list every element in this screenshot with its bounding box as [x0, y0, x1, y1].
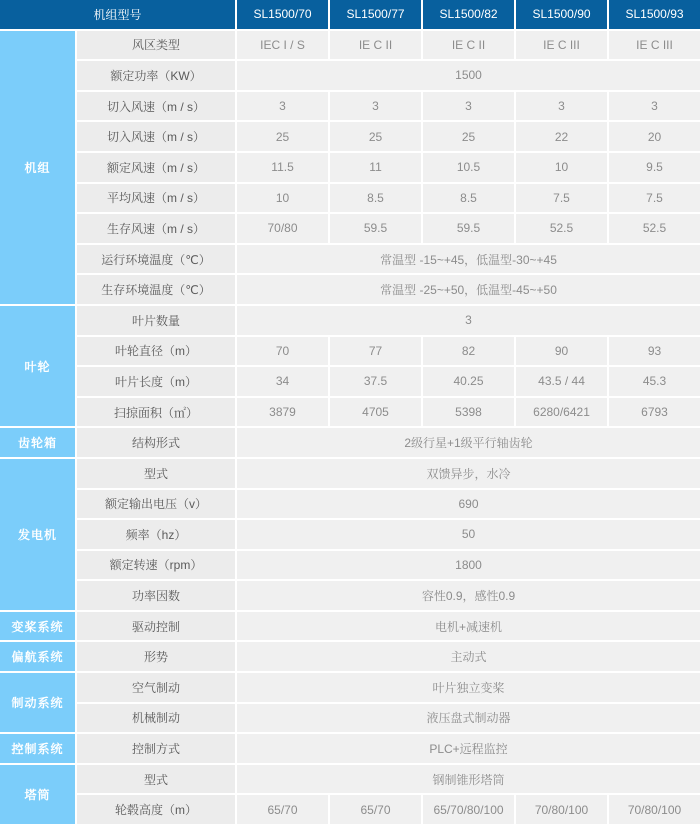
value-cell: 65/70/80/100 [423, 795, 514, 824]
table-row [0, 459, 700, 488]
row-label: 频率（hz） [77, 520, 235, 549]
merged-value-cell: 常温型 -25~+50，低温型-45~+50 [237, 275, 700, 304]
row-label: 额定转速（rpm） [77, 551, 235, 580]
table-row [0, 153, 700, 182]
row-label: 生存环境温度（℃） [77, 275, 235, 304]
merged-value-cell: 容性0.9，感性0.9 [237, 581, 700, 610]
merged-value-cell: PLC+远程监控 [237, 734, 700, 763]
model-column-header: SL1500/93 [609, 0, 700, 29]
row-label: 轮毂高度（m） [77, 795, 235, 824]
value-cell: 5398 [423, 398, 514, 427]
section-label: 发电机 [0, 459, 75, 610]
value-cell: 40.25 [423, 367, 514, 396]
merged-value-cell: 1500 [237, 61, 700, 90]
value-cell: 8.5 [330, 184, 421, 213]
table-row [0, 734, 700, 763]
value-cell: 82 [423, 337, 514, 366]
value-cell: 20 [609, 122, 700, 151]
value-cell: IEC I / S [237, 31, 328, 60]
table-row [0, 490, 700, 519]
value-cell: 25 [237, 122, 328, 151]
table-row [0, 765, 700, 794]
value-cell: 3 [423, 92, 514, 121]
value-cell: 9.5 [609, 153, 700, 182]
value-cell: 25 [423, 122, 514, 151]
merged-value-cell: 50 [237, 520, 700, 549]
row-label: 切入风速（m / s） [77, 122, 235, 151]
table-header-row [0, 0, 700, 29]
row-label: 额定输出电压（v） [77, 490, 235, 519]
row-label: 叶片长度（m） [77, 367, 235, 396]
row-label: 切入风速（m / s） [77, 92, 235, 121]
merged-value-cell: 3 [237, 306, 700, 335]
merged-value-cell: 双馈异步，水冷 [237, 459, 700, 488]
table-row [0, 581, 700, 610]
row-label: 形势 [77, 642, 235, 671]
value-cell: 45.3 [609, 367, 700, 396]
row-label: 机械制动 [77, 704, 235, 733]
value-cell: 93 [609, 337, 700, 366]
merged-value-cell: 1800 [237, 551, 700, 580]
table-row [0, 704, 700, 733]
value-cell: 25 [330, 122, 421, 151]
model-row-title: 机组型号 [0, 0, 235, 29]
row-label: 控制方式 [77, 734, 235, 763]
value-cell: 37.5 [330, 367, 421, 396]
table-row [0, 673, 700, 702]
value-cell: 22 [516, 122, 607, 151]
table-row [0, 214, 700, 243]
value-cell: 70/80/100 [609, 795, 700, 824]
value-cell: IE C III [609, 31, 700, 60]
merged-value-cell: 常温型 -15~+45，低温型-30~+45 [237, 245, 700, 274]
value-cell: 7.5 [516, 184, 607, 213]
table-row [0, 337, 700, 366]
row-label: 空气制动 [77, 673, 235, 702]
value-cell: 8.5 [423, 184, 514, 213]
value-cell: IE C III [516, 31, 607, 60]
row-label: 驱动控制 [77, 612, 235, 641]
value-cell: IE C II [330, 31, 421, 60]
table-row [0, 795, 700, 824]
section-label: 机组 [0, 31, 75, 304]
table-row [0, 642, 700, 671]
model-column-header: SL1500/82 [423, 0, 514, 29]
section-label: 控制系统 [0, 734, 75, 763]
table-row [0, 92, 700, 121]
value-cell: 11.5 [237, 153, 328, 182]
section-label: 偏航系统 [0, 642, 75, 671]
value-cell: 65/70 [330, 795, 421, 824]
value-cell: 3 [609, 92, 700, 121]
row-label: 扫掠面积（㎡） [77, 398, 235, 427]
value-cell: 3 [237, 92, 328, 121]
model-column-header: SL1500/70 [237, 0, 328, 29]
merged-value-cell: 2级行星+1级平行轴齿轮 [237, 428, 700, 457]
merged-value-cell: 叶片独立变桨 [237, 673, 700, 702]
table-row [0, 306, 700, 335]
value-cell: 3 [516, 92, 607, 121]
value-cell: 7.5 [609, 184, 700, 213]
value-cell: 90 [516, 337, 607, 366]
section-label: 叶轮 [0, 306, 75, 426]
value-cell: IE C II [423, 31, 514, 60]
section-label: 制动系统 [0, 673, 75, 732]
value-cell: 4705 [330, 398, 421, 427]
row-label: 运行环境温度（℃） [77, 245, 235, 274]
value-cell: 52.5 [609, 214, 700, 243]
merged-value-cell: 钢制锥形塔筒 [237, 765, 700, 794]
table-row [0, 61, 700, 90]
value-cell: 59.5 [330, 214, 421, 243]
table-row [0, 367, 700, 396]
row-label: 结构形式 [77, 428, 235, 457]
model-column-header: SL1500/90 [516, 0, 607, 29]
table-row [0, 551, 700, 580]
value-cell: 10.5 [423, 153, 514, 182]
section-label: 齿轮箱 [0, 428, 75, 457]
merged-value-cell: 主动式 [237, 642, 700, 671]
table-row [0, 428, 700, 457]
value-cell: 59.5 [423, 214, 514, 243]
row-label: 型式 [77, 765, 235, 794]
merged-value-cell: 690 [237, 490, 700, 519]
value-cell: 77 [330, 337, 421, 366]
row-label: 叶轮直径（m） [77, 337, 235, 366]
value-cell: 52.5 [516, 214, 607, 243]
row-label: 生存风速（m / s） [77, 214, 235, 243]
row-label: 平均风速（m / s） [77, 184, 235, 213]
value-cell: 70 [237, 337, 328, 366]
row-label: 额定风速（m / s） [77, 153, 235, 182]
table-row [0, 184, 700, 213]
table-row [0, 398, 700, 427]
value-cell: 6793 [609, 398, 700, 427]
table-row [0, 275, 700, 304]
section-label: 塔筒 [0, 765, 75, 824]
value-cell: 3879 [237, 398, 328, 427]
value-cell: 65/70 [237, 795, 328, 824]
value-cell: 10 [237, 184, 328, 213]
table-row [0, 122, 700, 151]
row-label: 叶片数量 [77, 306, 235, 335]
table-row [0, 612, 700, 641]
value-cell: 43.5 / 44 [516, 367, 607, 396]
row-label: 风区类型 [77, 31, 235, 60]
value-cell: 70/80 [237, 214, 328, 243]
value-cell: 34 [237, 367, 328, 396]
model-column-header: SL1500/77 [330, 0, 421, 29]
value-cell: 11 [330, 153, 421, 182]
value-cell: 3 [330, 92, 421, 121]
row-label: 型式 [77, 459, 235, 488]
table-row [0, 31, 700, 60]
value-cell: 70/80/100 [516, 795, 607, 824]
merged-value-cell: 液压盘式制动器 [237, 704, 700, 733]
merged-value-cell: 电机+减速机 [237, 612, 700, 641]
row-label: 额定功率（KW） [77, 61, 235, 90]
table-row [0, 520, 700, 549]
value-cell: 10 [516, 153, 607, 182]
value-cell: 6280/6421 [516, 398, 607, 427]
section-label: 变桨系统 [0, 612, 75, 641]
table-row [0, 245, 700, 274]
row-label: 功率因数 [77, 581, 235, 610]
